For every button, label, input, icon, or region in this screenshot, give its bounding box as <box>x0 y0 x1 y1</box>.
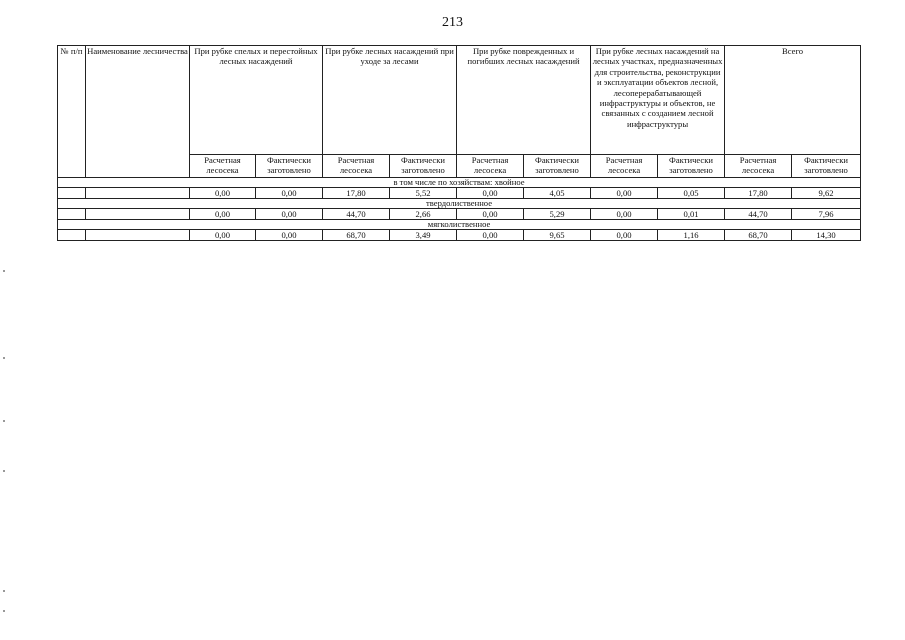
header-sub-fact: Фактически заготовлено <box>792 155 861 178</box>
section-title-row <box>58 199 861 209</box>
scan-mark <box>3 357 5 359</box>
header-group-construction: При рубке лесных насаждений на лесных участках, предназначенных для строительства, реконструкции и эксплуатации объектов лесной, лесоперерабатывающей инфраструктуры и объектов, не связанных с созданием лесной инфраструктуры <box>591 46 725 155</box>
scan-mark <box>3 420 5 422</box>
header-group-mature: При рубке спелых и перестойных лесных насаждений <box>190 46 323 155</box>
section-title-row <box>58 220 861 230</box>
value-cell: 0,00 <box>591 230 658 241</box>
header-group-care: При рубке лесных насаждений при уходе за лесами <box>323 46 457 155</box>
value-cell: 0,01 <box>658 209 725 220</box>
harvest-table <box>57 45 861 241</box>
value-cell: 0,05 <box>658 188 725 199</box>
value-cell: 1,16 <box>658 230 725 241</box>
value-cell: 0,00 <box>457 188 524 199</box>
value-cell: 9,62 <box>792 188 861 199</box>
value-cell: 5,52 <box>390 188 457 199</box>
header-sub-calc: Расчетная лесосека <box>591 155 658 178</box>
header-row-groups <box>58 46 861 155</box>
value-cell: 0,00 <box>457 209 524 220</box>
row-num-cell <box>58 230 86 241</box>
value-cell: 17,80 <box>323 188 390 199</box>
value-cell: 3,49 <box>390 230 457 241</box>
section-title-row <box>58 178 861 188</box>
scan-mark <box>3 270 5 272</box>
value-cell: 0,00 <box>256 209 323 220</box>
value-cell: 0,00 <box>591 209 658 220</box>
section-title: мягколиственное <box>58 220 861 230</box>
value-cell: 44,70 <box>323 209 390 220</box>
header-group-damaged: При рубке поврежденных и погибших лесных насаждений <box>457 46 591 155</box>
row-name-cell <box>86 188 190 199</box>
value-cell: 0,00 <box>591 188 658 199</box>
scan-mark <box>3 470 5 472</box>
header-sub-calc: Расчетная лесосека <box>190 155 256 178</box>
row-name-cell <box>86 209 190 220</box>
row-num-cell <box>58 209 86 220</box>
header-num: № п/п <box>58 46 86 178</box>
value-cell: 68,70 <box>323 230 390 241</box>
row-name-cell <box>86 230 190 241</box>
scan-mark <box>3 610 5 612</box>
table-row <box>58 209 861 220</box>
value-cell: 0,00 <box>457 230 524 241</box>
section-title: твердолиственное <box>58 199 861 209</box>
value-cell: 5,29 <box>524 209 591 220</box>
value-cell: 4,05 <box>524 188 591 199</box>
value-cell: 68,70 <box>725 230 792 241</box>
header-sub-fact: Фактически заготовлено <box>658 155 725 178</box>
section-title: в том числе по хозяйствам: хвойное <box>58 178 861 188</box>
table-row <box>58 188 861 199</box>
value-cell: 2,66 <box>390 209 457 220</box>
value-cell: 0,00 <box>190 188 256 199</box>
header-sub-calc: Расчетная лесосека <box>725 155 792 178</box>
value-cell: 0,00 <box>190 209 256 220</box>
header-sub-fact: Фактически заготовлено <box>390 155 457 178</box>
page-number: 213 <box>442 15 463 30</box>
value-cell: 0,00 <box>190 230 256 241</box>
value-cell: 44,70 <box>725 209 792 220</box>
value-cell: 14,30 <box>792 230 861 241</box>
header-sub-fact: Фактически заготовлено <box>524 155 591 178</box>
value-cell: 7,96 <box>792 209 861 220</box>
scan-mark <box>3 590 5 592</box>
value-cell: 0,00 <box>256 230 323 241</box>
header-forestry-name: Наименование лесничества <box>86 46 190 178</box>
table-row <box>58 230 861 241</box>
header-sub-calc: Расчетная лесосека <box>323 155 390 178</box>
value-cell: 9,65 <box>524 230 591 241</box>
value-cell: 17,80 <box>725 188 792 199</box>
value-cell: 0,00 <box>256 188 323 199</box>
header-sub-fact: Фактически заготовлено <box>256 155 323 178</box>
header-group-total: Всего <box>725 46 861 155</box>
row-num-cell <box>58 188 86 199</box>
header-sub-calc: Расчетная лесосека <box>457 155 524 178</box>
